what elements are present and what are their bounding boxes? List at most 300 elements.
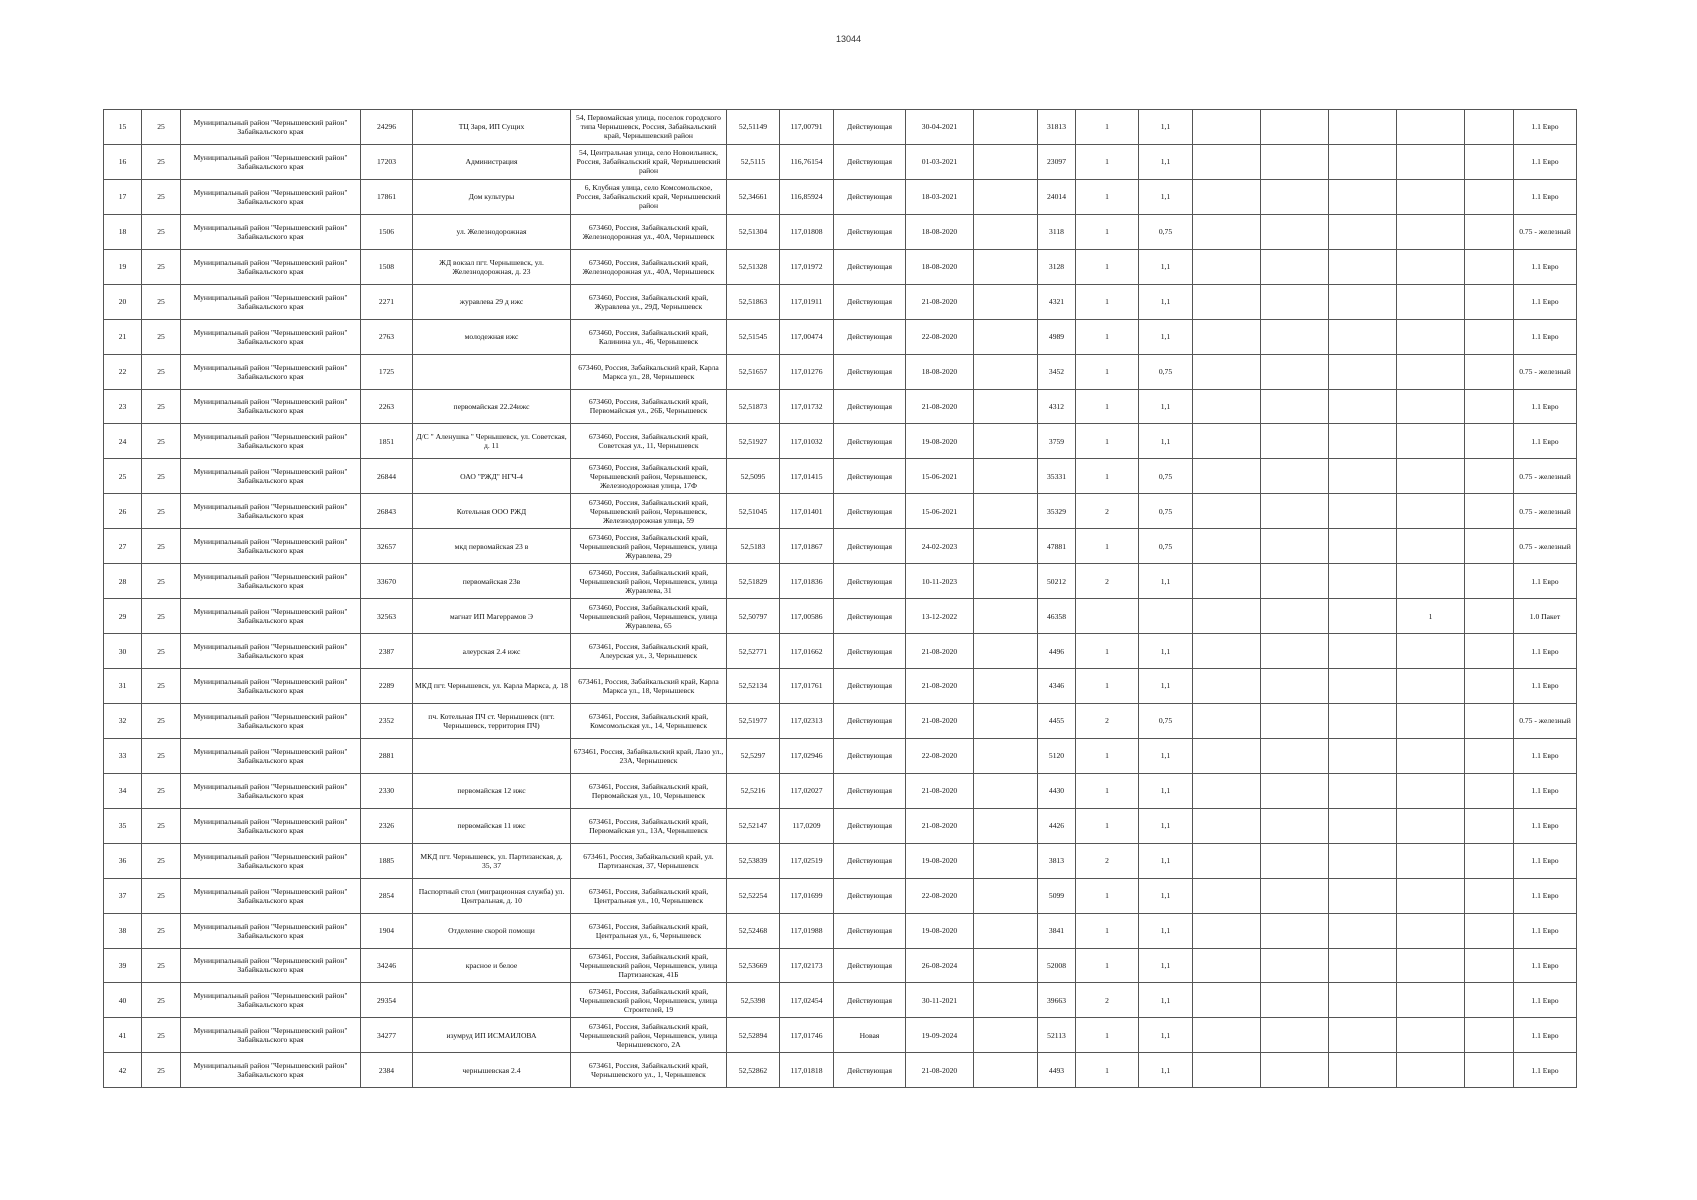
address: 673461, Россия, Забайкальский край, Чернышевский район, Чернышевск, улица Чернышевского, 2А bbox=[571, 1018, 727, 1053]
container-type: 1.1 Евро bbox=[1514, 773, 1577, 808]
site-id: 2384 bbox=[361, 1053, 413, 1088]
volume: 1,1 bbox=[1139, 948, 1193, 983]
extra-cell bbox=[1329, 948, 1397, 983]
region-code: 25 bbox=[142, 1053, 181, 1088]
longitude: 117,02027 bbox=[780, 773, 834, 808]
container-code: 4493 bbox=[1038, 1053, 1076, 1088]
extra-cell bbox=[1329, 878, 1397, 913]
extra-cell bbox=[1193, 214, 1261, 249]
extra-cell bbox=[1397, 703, 1465, 738]
status: Действующая bbox=[834, 459, 906, 494]
extra-cell bbox=[1261, 669, 1329, 704]
date: 01-03-2021 bbox=[906, 144, 974, 179]
region-code: 25 bbox=[142, 738, 181, 773]
latitude: 52,51977 bbox=[727, 703, 780, 738]
extra-cell bbox=[1193, 634, 1261, 669]
site-name: Котельная ООО РЖД bbox=[413, 494, 571, 529]
latitude: 52,34661 bbox=[727, 179, 780, 214]
extra-cell bbox=[1465, 634, 1514, 669]
site-name: первомайская 12 ижс bbox=[413, 773, 571, 808]
address: 673461, Россия, Забайкальский край, Алеурская ул., 3, Чернышевск bbox=[571, 634, 727, 669]
extra-cell bbox=[1261, 389, 1329, 424]
longitude: 117,00586 bbox=[780, 599, 834, 634]
site-name: Д/С " Аленушка " Чернышевск, ул. Советская, д. 11 bbox=[413, 424, 571, 459]
extra-cell bbox=[1329, 494, 1397, 529]
extra-cell bbox=[1465, 669, 1514, 704]
extra-cell bbox=[1329, 284, 1397, 319]
extra-cell bbox=[1261, 319, 1329, 354]
municipality: Муниципальный район "Чернышевский район" Забайкальского края bbox=[181, 1018, 361, 1053]
volume: 1,1 bbox=[1139, 284, 1193, 319]
container-count: 1 bbox=[1076, 634, 1139, 669]
empty-cell bbox=[974, 913, 1038, 948]
empty-cell bbox=[974, 284, 1038, 319]
extra-cell bbox=[1193, 459, 1261, 494]
extra-cell bbox=[1465, 459, 1514, 494]
region-code: 25 bbox=[142, 144, 181, 179]
row-number: 38 bbox=[104, 913, 142, 948]
extra-cell bbox=[1397, 110, 1465, 145]
site-name: первомайская 11 ижс bbox=[413, 808, 571, 843]
municipality: Муниципальный район "Чернышевский район" Забайкальского края bbox=[181, 564, 361, 599]
latitude: 52,53839 bbox=[727, 843, 780, 878]
latitude: 52,51657 bbox=[727, 354, 780, 389]
region-code: 25 bbox=[142, 179, 181, 214]
longitude: 117,01818 bbox=[780, 1053, 834, 1088]
extra-cell bbox=[1329, 703, 1397, 738]
extra-cell bbox=[1329, 1018, 1397, 1053]
municipality: Муниципальный район "Чернышевский район" Забайкальского края bbox=[181, 913, 361, 948]
status: Действующая bbox=[834, 738, 906, 773]
municipality: Муниципальный район "Чернышевский район" Забайкальского края bbox=[181, 773, 361, 808]
row-number: 24 bbox=[104, 424, 142, 459]
volume: 1,1 bbox=[1139, 564, 1193, 599]
extra-cell bbox=[1465, 424, 1514, 459]
address: 673461, Россия, Забайкальский край, Первомайская ул., 10, Чернышевск bbox=[571, 773, 727, 808]
extra-cell bbox=[1329, 459, 1397, 494]
volume: 0,75 bbox=[1139, 459, 1193, 494]
longitude: 117,01032 bbox=[780, 424, 834, 459]
address: 673460, Россия, Забайкальский край, Советская ул., 11, Чернышевск bbox=[571, 424, 727, 459]
extra-cell bbox=[1397, 843, 1465, 878]
container-type: 1.1 Евро bbox=[1514, 948, 1577, 983]
status: Действующая bbox=[834, 424, 906, 459]
volume: 1,1 bbox=[1139, 878, 1193, 913]
municipality: Муниципальный район "Чернышевский район" Забайкальского края bbox=[181, 878, 361, 913]
extra-cell bbox=[1193, 983, 1261, 1018]
date: 21-08-2020 bbox=[906, 389, 974, 424]
container-code: 3813 bbox=[1038, 843, 1076, 878]
container-code: 52008 bbox=[1038, 948, 1076, 983]
row-number: 34 bbox=[104, 773, 142, 808]
extra-cell bbox=[1261, 110, 1329, 145]
volume: 0,75 bbox=[1139, 529, 1193, 564]
container-type: 1.1 Евро bbox=[1514, 808, 1577, 843]
container-count: 1 bbox=[1076, 878, 1139, 913]
latitude: 52,51873 bbox=[727, 389, 780, 424]
extra-cell bbox=[1397, 773, 1465, 808]
extra-cell bbox=[1397, 284, 1465, 319]
status: Действующая bbox=[834, 214, 906, 249]
row-number: 35 bbox=[104, 808, 142, 843]
container-type: 0.75 - железный bbox=[1514, 459, 1577, 494]
status: Действующая bbox=[834, 389, 906, 424]
address: 673461, Россия, Забайкальский край, Лазо ул., 23А, Чернышевск bbox=[571, 738, 727, 773]
container-type: 1.1 Евро bbox=[1514, 669, 1577, 704]
address: 673460, Россия, Забайкальский край, Чернышевский район, Чернышевск, Железнодорожная улица, 59 bbox=[571, 494, 727, 529]
extra-cell bbox=[1193, 1053, 1261, 1088]
row-number: 31 bbox=[104, 669, 142, 704]
address: 673460, Россия, Забайкальский край, Журавлева ул., 29Д, Чернышевск bbox=[571, 284, 727, 319]
longitude: 117,0209 bbox=[780, 808, 834, 843]
latitude: 52,51545 bbox=[727, 319, 780, 354]
status: Действующая bbox=[834, 703, 906, 738]
extra-cell bbox=[1397, 1018, 1465, 1053]
status: Действующая bbox=[834, 1053, 906, 1088]
container-type: 1.1 Евро bbox=[1514, 179, 1577, 214]
site-name: ул. Железнодорожная bbox=[413, 214, 571, 249]
table-row bbox=[104, 424, 1577, 459]
container-count: 1 bbox=[1076, 913, 1139, 948]
volume: 0,75 bbox=[1139, 354, 1193, 389]
extra-cell bbox=[1465, 843, 1514, 878]
container-type: 1.1 Евро bbox=[1514, 564, 1577, 599]
page-number: 13044 bbox=[835, 34, 862, 44]
container-count: 1 bbox=[1076, 424, 1139, 459]
container-code: 4455 bbox=[1038, 703, 1076, 738]
table-row bbox=[104, 529, 1577, 564]
container-code: 5120 bbox=[1038, 738, 1076, 773]
region-code: 25 bbox=[142, 703, 181, 738]
longitude: 117,02313 bbox=[780, 703, 834, 738]
site-id: 2352 bbox=[361, 703, 413, 738]
container-type: 1.1 Евро bbox=[1514, 983, 1577, 1018]
site-name: МКД пгт. Чернышевск, ул. Партизанская, д. 35, 37 bbox=[413, 843, 571, 878]
region-code: 25 bbox=[142, 843, 181, 878]
extra-cell bbox=[1261, 808, 1329, 843]
extra-cell bbox=[1329, 669, 1397, 704]
row-number: 17 bbox=[104, 179, 142, 214]
extra-cell bbox=[1261, 494, 1329, 529]
date: 22-08-2020 bbox=[906, 878, 974, 913]
site-id: 1904 bbox=[361, 913, 413, 948]
volume: 1,1 bbox=[1139, 983, 1193, 1018]
volume: 1,1 bbox=[1139, 144, 1193, 179]
container-count: 1 bbox=[1076, 214, 1139, 249]
status: Действующая bbox=[834, 494, 906, 529]
table-row bbox=[104, 319, 1577, 354]
container-count: 2 bbox=[1076, 494, 1139, 529]
extra-cell bbox=[1465, 284, 1514, 319]
extra-cell bbox=[1261, 843, 1329, 878]
site-name: ОАО "РЖД" НГЧ-4 bbox=[413, 459, 571, 494]
region-code: 25 bbox=[142, 1018, 181, 1053]
empty-cell bbox=[974, 389, 1038, 424]
status: Действующая bbox=[834, 249, 906, 284]
extra-cell bbox=[1465, 703, 1514, 738]
empty-cell bbox=[974, 983, 1038, 1018]
empty-cell bbox=[974, 354, 1038, 389]
row-number: 16 bbox=[104, 144, 142, 179]
extra-cell bbox=[1397, 179, 1465, 214]
latitude: 52,5398 bbox=[727, 983, 780, 1018]
container-type: 1.1 Евро bbox=[1514, 1053, 1577, 1088]
empty-cell bbox=[974, 564, 1038, 599]
container-code: 24014 bbox=[1038, 179, 1076, 214]
site-id: 2854 bbox=[361, 878, 413, 913]
site-name bbox=[413, 354, 571, 389]
row-number: 33 bbox=[104, 738, 142, 773]
table-row bbox=[104, 738, 1577, 773]
container-type: 1.1 Евро bbox=[1514, 634, 1577, 669]
status: Действующая bbox=[834, 983, 906, 1018]
row-number: 15 bbox=[104, 110, 142, 145]
region-code: 25 bbox=[142, 634, 181, 669]
table-row bbox=[104, 144, 1577, 179]
table-row bbox=[104, 843, 1577, 878]
container-code: 4312 bbox=[1038, 389, 1076, 424]
extra-cell bbox=[1193, 878, 1261, 913]
extra-cell bbox=[1329, 214, 1397, 249]
extra-cell bbox=[1329, 564, 1397, 599]
empty-cell bbox=[974, 494, 1038, 529]
site-id: 2763 bbox=[361, 319, 413, 354]
extra-cell bbox=[1261, 144, 1329, 179]
longitude: 117,01836 bbox=[780, 564, 834, 599]
status: Действующая bbox=[834, 634, 906, 669]
latitude: 52,51863 bbox=[727, 284, 780, 319]
extra-cell bbox=[1193, 284, 1261, 319]
municipality: Муниципальный район "Чернышевский район" Забайкальского края bbox=[181, 110, 361, 145]
region-code: 25 bbox=[142, 948, 181, 983]
site-name: пч. Котельная ПЧ ст. Чернышевск (пгт. Чернышевск, территория ПЧ) bbox=[413, 703, 571, 738]
container-type: 1.1 Евро bbox=[1514, 738, 1577, 773]
table-row bbox=[104, 249, 1577, 284]
site-name: Администрация bbox=[413, 144, 571, 179]
extra-cell bbox=[1397, 319, 1465, 354]
date: 21-08-2020 bbox=[906, 634, 974, 669]
status: Действующая bbox=[834, 564, 906, 599]
container-count: 2 bbox=[1076, 564, 1139, 599]
extra-cell bbox=[1261, 948, 1329, 983]
extra-cell bbox=[1397, 389, 1465, 424]
container-type: 0.75 - железный bbox=[1514, 214, 1577, 249]
region-code: 25 bbox=[142, 529, 181, 564]
date: 10-11-2023 bbox=[906, 564, 974, 599]
date: 18-08-2020 bbox=[906, 354, 974, 389]
site-name: молодежная ижс bbox=[413, 319, 571, 354]
site-name: журавлева 29 д ижс bbox=[413, 284, 571, 319]
table-row bbox=[104, 179, 1577, 214]
longitude: 117,01988 bbox=[780, 913, 834, 948]
site-id: 2263 bbox=[361, 389, 413, 424]
container-count: 1 bbox=[1076, 738, 1139, 773]
container-count: 1 bbox=[1076, 1053, 1139, 1088]
extra-cell bbox=[1397, 494, 1465, 529]
table-row bbox=[104, 773, 1577, 808]
container-type: 0.75 - железный bbox=[1514, 494, 1577, 529]
region-code: 25 bbox=[142, 808, 181, 843]
row-number: 36 bbox=[104, 843, 142, 878]
row-number: 29 bbox=[104, 599, 142, 634]
table-row bbox=[104, 214, 1577, 249]
site-name: первомайская 23в bbox=[413, 564, 571, 599]
address: 673461, Россия, Забайкальский край, ул. Партизанская, 37, Чернышевск bbox=[571, 843, 727, 878]
container-code: 50212 bbox=[1038, 564, 1076, 599]
address: 673461, Россия, Забайкальский край, Первомайская ул., 13А, Чернышевск bbox=[571, 808, 727, 843]
extra-cell bbox=[1397, 808, 1465, 843]
container-count: 1 bbox=[1076, 948, 1139, 983]
municipality: Муниципальный район "Чернышевский район" Забайкальского края bbox=[181, 144, 361, 179]
latitude: 52,51304 bbox=[727, 214, 780, 249]
extra-cell bbox=[1193, 843, 1261, 878]
row-number: 20 bbox=[104, 284, 142, 319]
latitude: 52,51927 bbox=[727, 424, 780, 459]
address: 673460, Россия, Забайкальский край, Калинина ул., 46, Чернышевск bbox=[571, 319, 727, 354]
site-name: алеурская 2.4 ижс bbox=[413, 634, 571, 669]
extra-cell bbox=[1193, 669, 1261, 704]
container-code: 3452 bbox=[1038, 354, 1076, 389]
longitude: 116,76154 bbox=[780, 144, 834, 179]
site-id: 26844 bbox=[361, 459, 413, 494]
site-name: мкд первомайская 23 в bbox=[413, 529, 571, 564]
site-name: изумруд ИП ИСМАИЛОВА bbox=[413, 1018, 571, 1053]
status: Действующая bbox=[834, 110, 906, 145]
extra-cell bbox=[1465, 529, 1514, 564]
container-code: 4346 bbox=[1038, 669, 1076, 704]
status: Действующая bbox=[834, 913, 906, 948]
container-type: 1.1 Евро bbox=[1514, 319, 1577, 354]
latitude: 52,53669 bbox=[727, 948, 780, 983]
container-code: 46358 bbox=[1038, 599, 1076, 634]
address: 673460, Россия, Забайкальский край, Железнодорожная ул., 40А, Чернышевск bbox=[571, 249, 727, 284]
longitude: 117,01732 bbox=[780, 389, 834, 424]
latitude: 52,51045 bbox=[727, 494, 780, 529]
latitude: 52,52468 bbox=[727, 913, 780, 948]
container-type: 1.1 Евро bbox=[1514, 878, 1577, 913]
extra-cell bbox=[1329, 249, 1397, 284]
extra-cell bbox=[1261, 738, 1329, 773]
address: 673460, Россия, Забайкальский край, Чернышевский район, Чернышевск, Железнодорожная улица, 17Ф bbox=[571, 459, 727, 494]
date: 22-08-2020 bbox=[906, 319, 974, 354]
container-count: 2 bbox=[1076, 703, 1139, 738]
container-code: 4426 bbox=[1038, 808, 1076, 843]
table-row bbox=[104, 110, 1577, 145]
table-row bbox=[104, 913, 1577, 948]
site-id: 1851 bbox=[361, 424, 413, 459]
container-count: 1 bbox=[1076, 319, 1139, 354]
date: 19-08-2020 bbox=[906, 843, 974, 878]
extra-cell bbox=[1329, 389, 1397, 424]
table-row bbox=[104, 354, 1577, 389]
container-count: 1 bbox=[1076, 249, 1139, 284]
extra-cell bbox=[1193, 494, 1261, 529]
extra-cell bbox=[1193, 913, 1261, 948]
extra-cell bbox=[1261, 878, 1329, 913]
container-count: 1 bbox=[1076, 144, 1139, 179]
extra-cell bbox=[1193, 110, 1261, 145]
date: 24-02-2023 bbox=[906, 529, 974, 564]
region-code: 25 bbox=[142, 983, 181, 1018]
extra-cell bbox=[1193, 1018, 1261, 1053]
municipality: Муниципальный район "Чернышевский район" Забайкальского края bbox=[181, 634, 361, 669]
empty-cell bbox=[974, 599, 1038, 634]
extra-cell bbox=[1261, 599, 1329, 634]
empty-cell bbox=[974, 319, 1038, 354]
extra-cell bbox=[1397, 669, 1465, 704]
row-number: 18 bbox=[104, 214, 142, 249]
longitude: 117,02519 bbox=[780, 843, 834, 878]
status: Действующая bbox=[834, 843, 906, 878]
extra-cell bbox=[1193, 808, 1261, 843]
extra-cell bbox=[1329, 144, 1397, 179]
container-code: 47881 bbox=[1038, 529, 1076, 564]
volume: 1,1 bbox=[1139, 669, 1193, 704]
container-code: 5099 bbox=[1038, 878, 1076, 913]
extra-cell bbox=[1397, 354, 1465, 389]
container-type: 1.1 Евро bbox=[1514, 1018, 1577, 1053]
extra-cell bbox=[1193, 599, 1261, 634]
extra-cell bbox=[1261, 249, 1329, 284]
municipality: Муниципальный район "Чернышевский район" Забайкальского края bbox=[181, 249, 361, 284]
row-number: 28 bbox=[104, 564, 142, 599]
site-id: 1725 bbox=[361, 354, 413, 389]
extra-cell bbox=[1465, 110, 1514, 145]
extra-cell bbox=[1329, 1053, 1397, 1088]
region-code: 25 bbox=[142, 284, 181, 319]
latitude: 52,5297 bbox=[727, 738, 780, 773]
extra-cell bbox=[1329, 179, 1397, 214]
site-id: 2326 bbox=[361, 808, 413, 843]
empty-cell bbox=[974, 1018, 1038, 1053]
site-id: 26843 bbox=[361, 494, 413, 529]
table-row bbox=[104, 1018, 1577, 1053]
municipality: Муниципальный район "Чернышевский район" Забайкальского края bbox=[181, 319, 361, 354]
extra-cell bbox=[1465, 773, 1514, 808]
region-code: 25 bbox=[142, 249, 181, 284]
address: 673461, Россия, Забайкальский край, Чернышевский район, Чернышевск, улица Партизанская, 41Б bbox=[571, 948, 727, 983]
volume: 1,1 bbox=[1139, 913, 1193, 948]
latitude: 52,5115 bbox=[727, 144, 780, 179]
container-type: 0.75 - железный bbox=[1514, 529, 1577, 564]
container-type: 1.0 Пакет bbox=[1514, 599, 1577, 634]
volume: 1,1 bbox=[1139, 808, 1193, 843]
region-code: 25 bbox=[142, 878, 181, 913]
extra-cell bbox=[1329, 983, 1397, 1018]
longitude: 117,01761 bbox=[780, 669, 834, 704]
container-count: 1 bbox=[1076, 179, 1139, 214]
extra-cell bbox=[1193, 249, 1261, 284]
site-name: первомайская 22.24ижс bbox=[413, 389, 571, 424]
container-type: 1.1 Евро bbox=[1514, 284, 1577, 319]
municipality: Муниципальный район "Чернышевский район" Забайкальского края bbox=[181, 424, 361, 459]
date: 30-04-2021 bbox=[906, 110, 974, 145]
municipality: Муниципальный район "Чернышевский район" Забайкальского края bbox=[181, 983, 361, 1018]
longitude: 117,02173 bbox=[780, 948, 834, 983]
extra-cell bbox=[1329, 599, 1397, 634]
container-count: 1 bbox=[1076, 808, 1139, 843]
extra-cell bbox=[1193, 424, 1261, 459]
empty-cell bbox=[974, 249, 1038, 284]
municipality: Муниципальный район "Чернышевский район" Забайкальского края bbox=[181, 808, 361, 843]
longitude: 117,01911 bbox=[780, 284, 834, 319]
site-id: 32657 bbox=[361, 529, 413, 564]
address: 54, Первомайская улица, поселок городского типа Чернышевск, Россия, Забайкальский край, Чернышевский район bbox=[571, 110, 727, 145]
address: 6, Клубная улица, село Комсомольское, Россия, Забайкальский край, Чернышевский район bbox=[571, 179, 727, 214]
longitude: 117,02946 bbox=[780, 738, 834, 773]
container-count: 1 bbox=[1076, 459, 1139, 494]
municipality: Муниципальный район "Чернышевский район" Забайкальского края bbox=[181, 843, 361, 878]
